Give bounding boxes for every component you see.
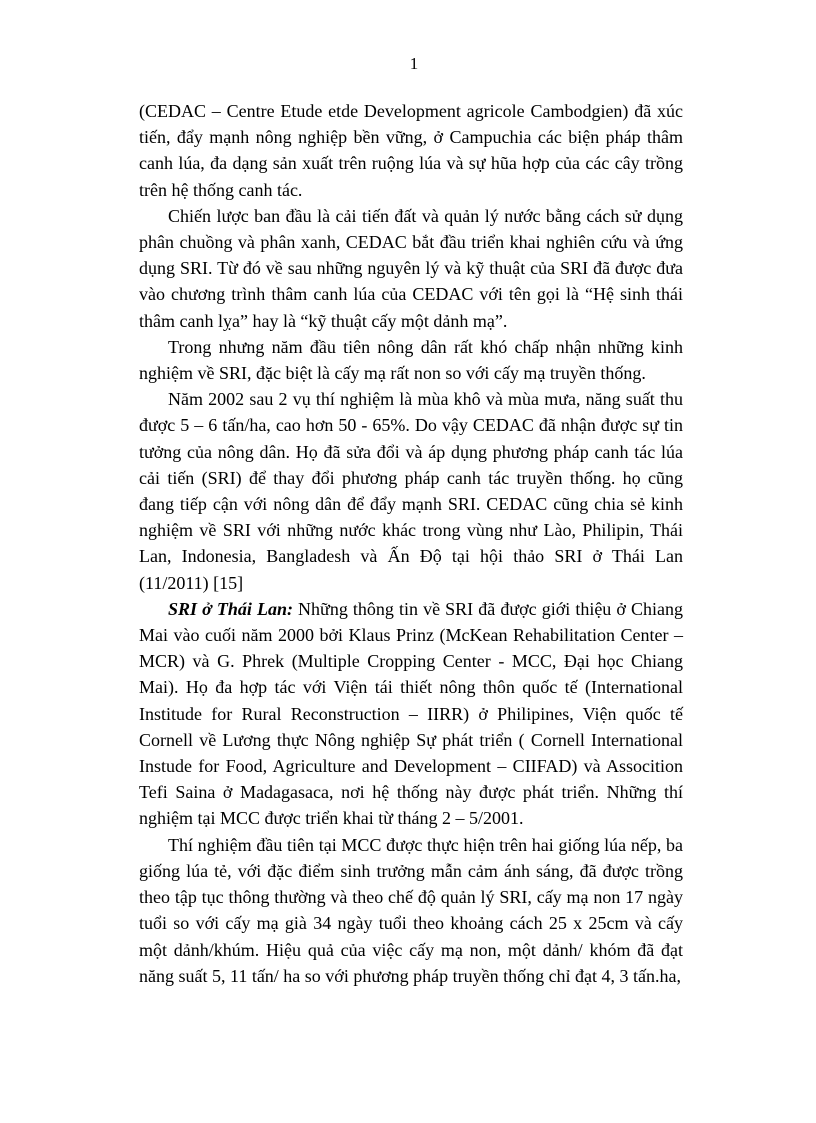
- paragraph-text: Trong nhưng năm đầu tiên nông dân rất khó chấp nhận những kinh nghiệm về SRI, đặc biệt là cấy mạ rất non so với cấy mạ truyền thống.: [139, 336, 683, 384]
- paragraph-early-years: [139, 334, 683, 386]
- paragraph-lead-heading: SRI ở Thái Lan:: [168, 598, 293, 619]
- paragraph-text: Những thông tin về SRI đã được giới thiệu ở Chiang Mai vào cuối năm 2000 bởi Klaus Prinz (McKean Rehabilitation Center – MCR) và G. Phrek (Multiple Cropping Center - MCC, Đại học Chiang Mai). Họ đa hợp tác với Viện tái thiết nông thôn quốc tế (International Institude for Rural Reconstruction – IIRR) ở Philipines, Viện quốc tế Cornell về Lương thực Nông nghiệp Sự phát triển ( Cornell International Instude for Food, Agriculture and Development – CIIFAD) và Assocition Tefi Saina ở Madagasaca, nơi hệ thống này được phát triển. Những thí nghiệm tại MCC được triển khai từ tháng 2 – 5/2001.: [139, 598, 684, 829]
- paragraph-text: Chiến lược ban đầu là cải tiến đất và quản lý nước bằng cách sử dụng phân chuồng và phân xanh, CEDAC bắt đầu triển khai nghiên cứu và ứng dụng SRI. Từ đó về sau những nguyên lý và kỹ thuật của SRI đã được đưa vào chương trình thâm canh lúa của CEDAC với tên gọi là “Hệ sinh thái thâm canh lỵa” hay là “kỹ thuật cấy một dảnh mạ”.: [139, 205, 683, 331]
- paragraph-text: Năm 2002 sau 2 vụ thí nghiệm là mùa khô và mùa mưa, năng suất thu được 5 – 6 tấn/ha, cao hơn 50 - 65%. Do vậy CEDAC đã nhận được sự tin tưởng của nông dân. Họ đã sửa đổi và áp dụng phương pháp canh tác lúa cải tiến (SRI) để thay đổi phương pháp canh tác truyền thống. họ cũng đang tiếp cận với nông dân để đẩy mạnh SRI. CEDAC cũng chia sẻ kinh nghiệm về SRI với những nước khác trong vùng như Lào, Philipin, Thái Lan, Indonesia, Bangladesh và Ấn Độ tại hội thảo SRI ở Thái Lan (11/2011) [15]: [139, 389, 683, 593]
- paragraph-cedac-strategy: [139, 203, 683, 334]
- paragraph-text: (CEDAC – Centre Etude etde Development agricole Cambodgien) đã xúc tiến, đẩy mạnh nông nghiệp bền vững, ở Campuchia các biện pháp thâm canh lúa, đa dạng sản xuất trên ruộng lúa và sự hũa hợp của các cây trồng trên hệ thống canh tác.: [139, 101, 683, 200]
- page-number: 1: [409, 54, 419, 73]
- paragraph-cedac-intro: [139, 98, 683, 203]
- paragraph-text: Thí nghiệm đầu tiên tại MCC được thực hiện trên hai giống lúa nếp, ba giống lúa tẻ, với đặc điểm sinh trưởng mẫn cảm ánh sáng, đã được trồng theo tập tục thông thường và theo chế độ quản lý SRI, cấy mạ non 17 ngày tuổi so với cấy mạ già 34 ngày tuổi theo khoảng cách 25 x 25cm và cấy một dảnh/khúm. Hiệu quả của việc cấy mạ non, một dảnh/ khóm đã đạt năng suất 5, 11 tấn/ ha so với phương pháp truyền thống chỉ đạt 4, 3 tấn.ha,: [139, 834, 683, 986]
- paragraph-year-2002: [139, 386, 683, 596]
- paragraph-sri-thailand: [139, 596, 683, 832]
- paragraph-mcc-experiment: [139, 832, 683, 989]
